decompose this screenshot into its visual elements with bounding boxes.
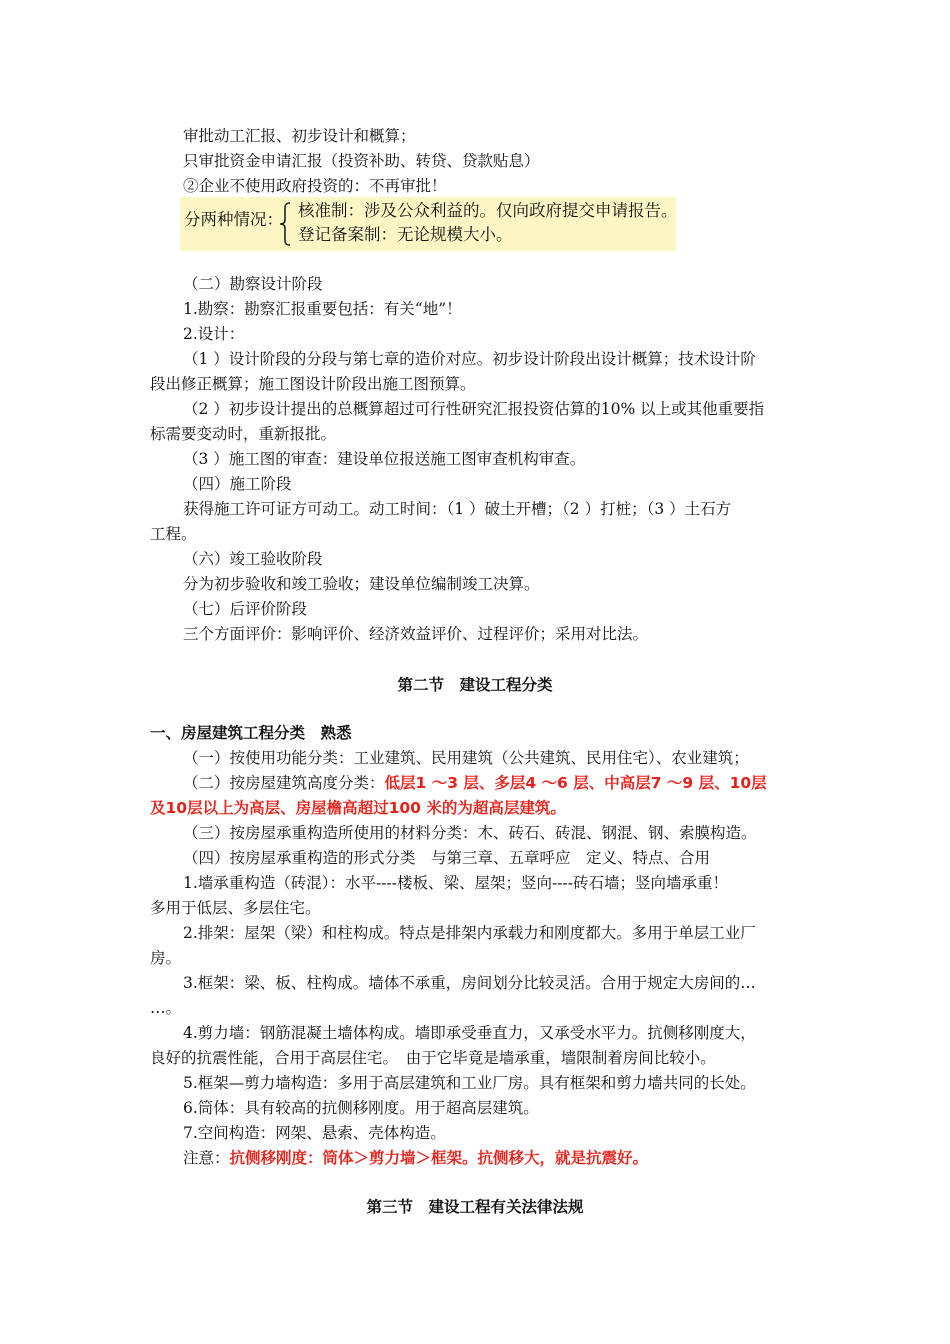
text-line: 分为初步验收和竣工验收；建设单位编制竣工决算。 xyxy=(183,575,540,593)
section-heading: 第二节 建设工程分类 xyxy=(397,676,553,694)
text-line: （2 ）初步设计提出的总概算超过可行性研究汇报投资估算的10% 以上或其他重要指 xyxy=(183,400,765,418)
section-subtitle: （四）施工阶段 xyxy=(183,475,292,493)
subsection-heading: 一、房屋建筑工程分类 熟悉 xyxy=(150,724,352,742)
left-brace-icon xyxy=(278,201,292,247)
text-line: 房。 xyxy=(150,949,182,967)
section-subtitle: （六）竣工验收阶段 xyxy=(183,550,323,568)
text-line: 7.空间构造：网架、悬索、壳体构造。 xyxy=(183,1124,446,1142)
text-line: 1.勘察：勘察汇报重要包括：有关“地”！ xyxy=(183,300,462,318)
text-line: 3.框架：梁、板、柱构成。墙体不承重，房间划分比较灵活。合用于规定大房间的… xyxy=(183,974,756,992)
text-line: 只审批资金申请汇报（投资补助、转贷、贷款贴息） xyxy=(183,152,540,170)
note-lead: 注意： xyxy=(183,1149,230,1167)
text-line: 2.设计： xyxy=(183,325,245,343)
text-line: ②企业不使用政府投资的：不再审批！ xyxy=(183,177,447,195)
text-line: …。 xyxy=(150,999,182,1017)
text-line: （一）按使用功能分类：工业建筑、民用建筑（公共建筑、民用住宅）、农业建筑； xyxy=(183,749,749,767)
section-subtitle: （七）后评价阶段 xyxy=(183,600,308,618)
text-line: 5.框架—剪力墙构造：多用于高层建筑和工业厂房。具有框架和剪力墙共同的长处。 xyxy=(183,1074,756,1092)
text-line: （四）按房屋承重构造的形式分类 与第三章、五章呼应 定义、特点、合用 xyxy=(183,849,711,867)
text-line: 多用于低层、多层住宅。 xyxy=(150,899,321,917)
text-line: 标需要变动时，重新报批。 xyxy=(150,425,337,443)
height-class-emphasis: 低层1 ～3 层、多层4 ～6 层、中高层7 ～9 层、10层 xyxy=(384,774,767,792)
text-line: （3 ）施工图的审查：建设单位报送施工图审查机构审查。 xyxy=(183,450,586,468)
note-emphasis: 抗侧移刚度：筒体＞剪力墙＞框架。抗侧移大，就是抗震好。 xyxy=(229,1149,649,1167)
text-line: 段出修正概算；施工图设计阶段出施工图预算。 xyxy=(150,375,476,393)
text-line: 6.筒体：具有较高的抗侧移刚度。用于超高层建筑。 xyxy=(183,1099,539,1117)
text-line: 1.墙承重构造（砖混）：水平----楼板、梁、屋架；竖向----砖石墙；竖向墙承重！ xyxy=(183,874,728,892)
text-line: 4.剪力墙：钢筋混凝土墙体构成。墙即承受垂直力，又承受水平力。抗侧移刚度大， xyxy=(183,1024,756,1042)
text-line: 获得施工许可证方可动工。动工时间：（1 ）破土开槽；（2 ）打桩；（3 ）土石方 xyxy=(183,500,732,518)
text-line: 2.排架：屋架（梁）和柱构成。特点是排架内承载力和刚度都大。多用于单层工业厂 xyxy=(183,924,756,942)
text-line: 审批动工汇报、初步设计和概算； xyxy=(183,127,416,145)
height-class-emphasis: 及10层以上为高层、房屋檐高超过100 米的为超高层建筑。 xyxy=(150,799,566,817)
text-line: 工程。 xyxy=(150,525,197,543)
highlight-callout xyxy=(180,197,676,251)
section-subtitle: （二）勘察设计阶段 xyxy=(183,275,323,293)
callout-item: 登记备案制：无论规模大小。 xyxy=(298,225,513,244)
text-line: （1 ）设计阶段的分段与第七章的造价对应。初步设计阶段出设计概算；技术设计阶 xyxy=(183,350,756,368)
callout-lead: 分两种情况： xyxy=(184,210,283,229)
note-line xyxy=(183,1147,648,1169)
text-line: 良好的抗震性能，合用于高层住宅。 由于它毕竟是墙承重，墙限制着房间比较小。 xyxy=(150,1049,716,1067)
text-line xyxy=(183,772,767,794)
section-heading: 第三节 建设工程有关法律法规 xyxy=(366,1198,584,1216)
callout-item: 核准制：涉及公众利益的。仅向政府提交申请报告。 xyxy=(298,201,678,220)
text-line: （三）按房屋承重构造所使用的材料分类：木、砖石、砖混、钢混、钢、索膜构造。 xyxy=(183,824,757,842)
height-class-lead: （二）按房屋建筑高度分类： xyxy=(183,774,385,792)
text-line: 三个方面评价：影响评价、经济效益评价、过程评价；采用对比法。 xyxy=(183,625,649,643)
